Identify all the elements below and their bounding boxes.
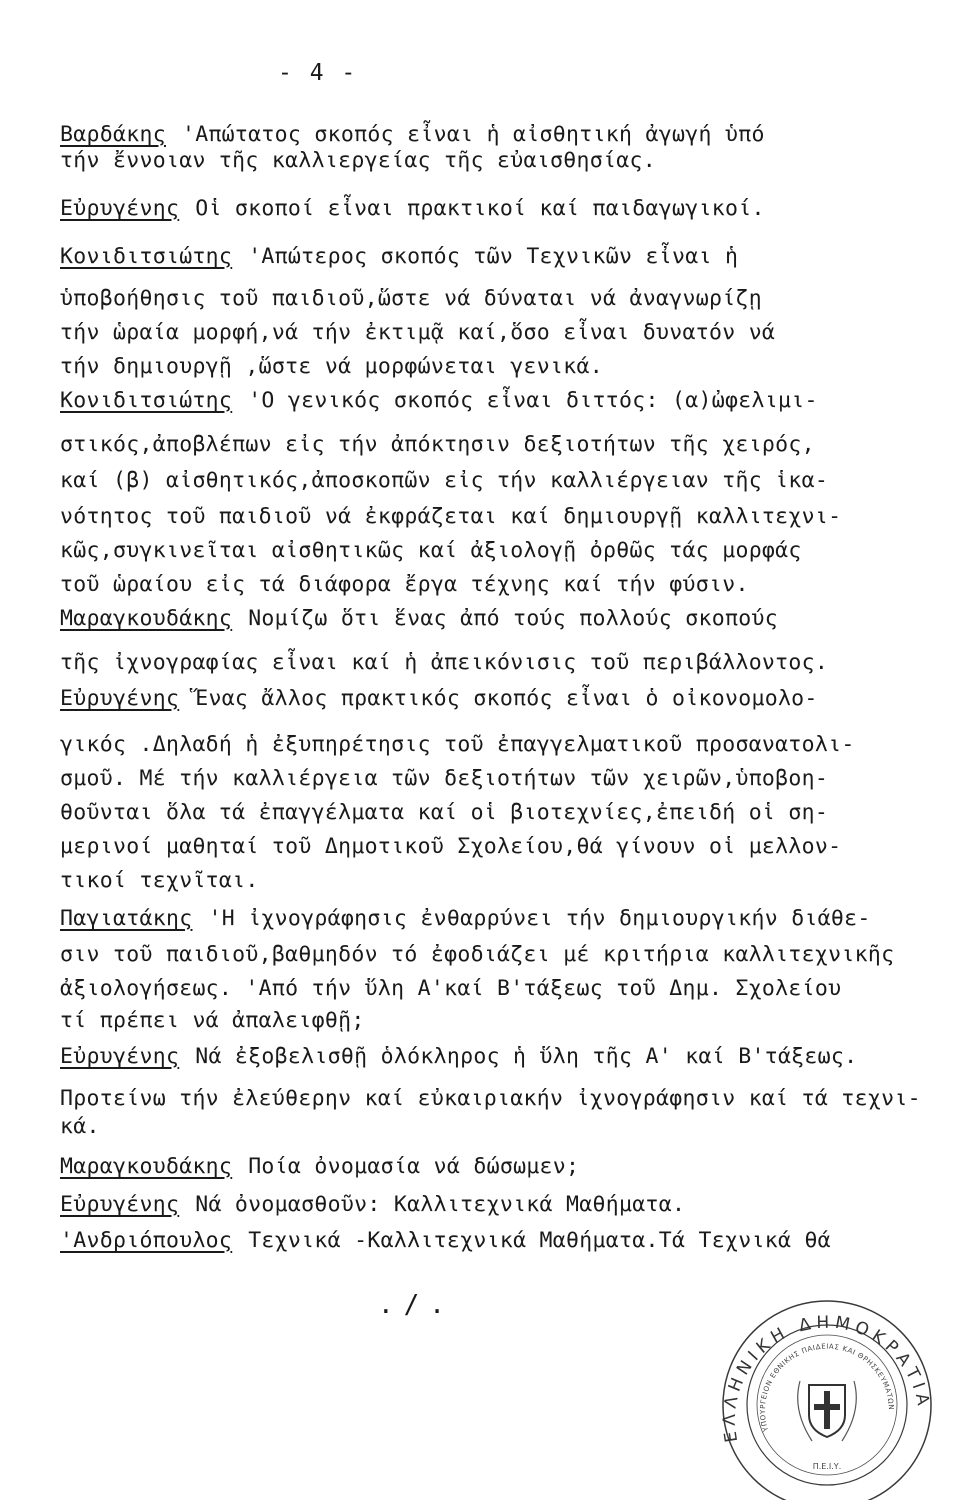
transcript-line (60, 432, 815, 458)
transcript-line (60, 196, 765, 222)
speech-text: θοῦνται ὅλα τά ἐπαγγέλματα καί οἱ βιοτεχνίες,ἐπειδή οἱ ση- (60, 800, 829, 825)
speech-text: 'Ο γενικός σκοπός εἶναι διττός: (α)ὠφελιμι- (248, 388, 818, 413)
transcript-line (60, 320, 775, 346)
speech-text: σιν τοῦ παιδιοῦ,βαθμηδόν τό ἐφοδιάζει μέ κριτήρια καλλιτεχνικῆς (60, 942, 895, 967)
speech-text: μερινοί μαθηταί τοῦ Δημοτικοῦ Σχολείου,θά γίνουν οἱ μελλον- (60, 834, 842, 859)
transcript-line (60, 650, 828, 676)
speech-text: Ἕνας ἄλλος πρακτικός σκοπός εἶναι ὁ οἰκονομολο- (195, 686, 818, 711)
transcript-line (60, 504, 841, 530)
stamp-outer-text: ΕΛΛΗΝΙΚΗ ΔΗΜΟΚΡΑΤΙΑ (719, 1312, 934, 1444)
speech-text: 'Απώτατος σκοπός εἶναι ἡ αἰσθητική ἀγωγή ὑπό (181, 122, 765, 147)
speaker-name: 'Ανδριόπουλος (60, 1228, 233, 1253)
speaker-name: Κονιδιτσιώτης (60, 388, 233, 413)
transcript-line (60, 834, 841, 860)
speaker-name: Βαρδάκης (60, 122, 166, 147)
transcript-line (60, 1114, 100, 1140)
transcript-line (60, 942, 894, 968)
transcript-line (60, 122, 765, 148)
transcript-line (60, 1086, 921, 1112)
transcript-line (60, 1044, 857, 1070)
speaker-name: Κονιδιτσιώτης (60, 244, 233, 269)
stamp-bottom-text: Π.Ε.Ι.Υ. (812, 1462, 842, 1471)
transcript-line (60, 766, 828, 792)
transcript-line (60, 286, 762, 312)
stamp-inner-text: ΥΠΟΥΡΓΕΙΟΝ ΕΘΝΙΚΗΣ ΠΑΙΔΕΙΑΣ ΚΑΙ ΘΡΗΣΚΕΥΜΑΤΩΝ (758, 1342, 896, 1433)
transcript-line (60, 906, 871, 932)
speech-text: τήν ἔννοιαν τῆς καλλιεργείας τῆς εὐαισθησίας. (60, 148, 656, 173)
speech-text: τί πρέπει νά ἀπαλειφθῇ; (60, 1008, 365, 1033)
speech-text: Οἱ σκοποί εἶναι πρακτικοί καί παιδαγωγικοί. (195, 196, 765, 221)
speech-text: στικός,ἀποβλέπων εἰς τήν ἀπόκτησιν δεξιοτήτων τῆς χειρός, (60, 432, 815, 457)
transcript-line (60, 538, 802, 564)
speech-text: νότητος τοῦ παιδιοῦ νά ἐκφράζεται καί δημιουργῇ καλλιτεχνι- (60, 504, 842, 529)
speaker-name: Μαραγκουδάκης (60, 606, 233, 631)
speech-text: τήν ὡραία μορφή,νά τήν ἐκτιμᾷ καί,ὅσο εἶναι δυνατόν νά (60, 320, 776, 345)
transcript-line (60, 976, 841, 1002)
speech-text: Ποία ὀνομασία νά δώσωμεν; (248, 1154, 580, 1179)
transcript-line (60, 354, 603, 380)
transcript-line (60, 1008, 365, 1034)
transcript-line (60, 800, 828, 826)
speech-text: 'Η ἰχνογράφησις ἐνθαρρύνει τήν δημιουργικήν διάθε- (208, 906, 871, 931)
speaker-name: Εὐρυγένης (60, 196, 180, 221)
speech-text: γικός .Δηλαδή ἡ ἐξυπηρέτησις τοῦ ἐπαγγελματικοῦ προσανατολι- (60, 732, 855, 757)
speech-text: κά. (60, 1114, 100, 1139)
transcript-line (60, 732, 855, 758)
transcript-line (60, 606, 778, 632)
speech-text: 'Απώτερος σκοπός τῶν Τεχνικῶν εἶναι ἡ (248, 244, 739, 269)
transcript-line (60, 1228, 831, 1254)
official-stamp (712, 1285, 942, 1500)
speaker-name: Παγιατάκης (60, 906, 193, 931)
transcript-line (60, 572, 749, 598)
speech-text: σμοῦ. Μέ τήν καλλιέργεια τῶν δεξιοτήτων τῶν χειρῶν,ὑποβοη- (60, 766, 829, 791)
speech-text: ὑποβοήθησις τοῦ παιδιοῦ,ὥστε νά δύναται νά ἀναγνωρίζῃ (60, 286, 762, 311)
transcript-line (60, 1192, 685, 1218)
speech-text: τῆς ἰχνογραφίας εἶναι καί ἡ ἀπεικόνισις τοῦ περιβάλλοντος. (60, 650, 829, 675)
speech-text: Νομίζω ὅτι ἕνας ἀπό τούς πολλούς σκοπούς (248, 606, 778, 631)
transcript-line (60, 1154, 579, 1180)
speaker-name: Εὐρυγένης (60, 1192, 180, 1217)
transcript-line (60, 686, 818, 712)
speech-text: Τεχνικά -Καλλιτεχνικά Μαθήματα.Τά Τεχνικά θά (248, 1228, 831, 1253)
speech-text: ἀξιολογήσεως. 'Από τήν ὕλη Α'καί Β'τάξεως τοῦ Δημ. Σχολείου (60, 976, 842, 1001)
transcript-line (60, 868, 259, 894)
continuation-mark: ./. (378, 1290, 455, 1320)
speech-text: τικοί τεχνῖται. (60, 868, 259, 893)
speech-text: τήν δημιουργῇ ,ὥστε νά μορφώνεται γενικά. (60, 354, 604, 379)
speech-text: Προτείνω τήν ἐλεύθερην καί εὐκαιριακήν ἰχνογράφησιν καί τά τεχνι- (60, 1086, 921, 1111)
transcript-line (60, 244, 738, 270)
page-number: - 4 - (278, 60, 358, 86)
transcript-line (60, 388, 818, 414)
speech-text: Νά ὀνομασθοῦν: Καλλιτεχνικά Μαθήματα. (195, 1192, 686, 1217)
speaker-name: Μαραγκουδάκης (60, 1154, 233, 1179)
speech-text: καί (β) αἰσθητικός,ἀποσκοπῶν εἰς τήν καλλιέργειαν τῆς ἱκα- (60, 468, 829, 493)
transcript-line (60, 148, 656, 174)
transcript-line (60, 468, 828, 494)
speaker-name: Εὐρυγένης (60, 1044, 180, 1069)
speaker-name: Εὐρυγένης (60, 686, 180, 711)
speech-text: Νά ἐξοβελισθῇ ὁλόκληρος ἡ ὕλη τῆς Α' καί Β'τάξεως. (195, 1044, 858, 1069)
speech-text: τοῦ ὡραίου εἰς τά διάφορα ἔργα τέχνης καί τήν φύσιν. (60, 572, 749, 597)
speech-text: κῶς,συγκινεῖται αἰσθητικῶς καί ἀξιολογῇ ὀρθῶς τάς μορφάς (60, 538, 802, 563)
coat-of-arms-icon (798, 1381, 857, 1441)
